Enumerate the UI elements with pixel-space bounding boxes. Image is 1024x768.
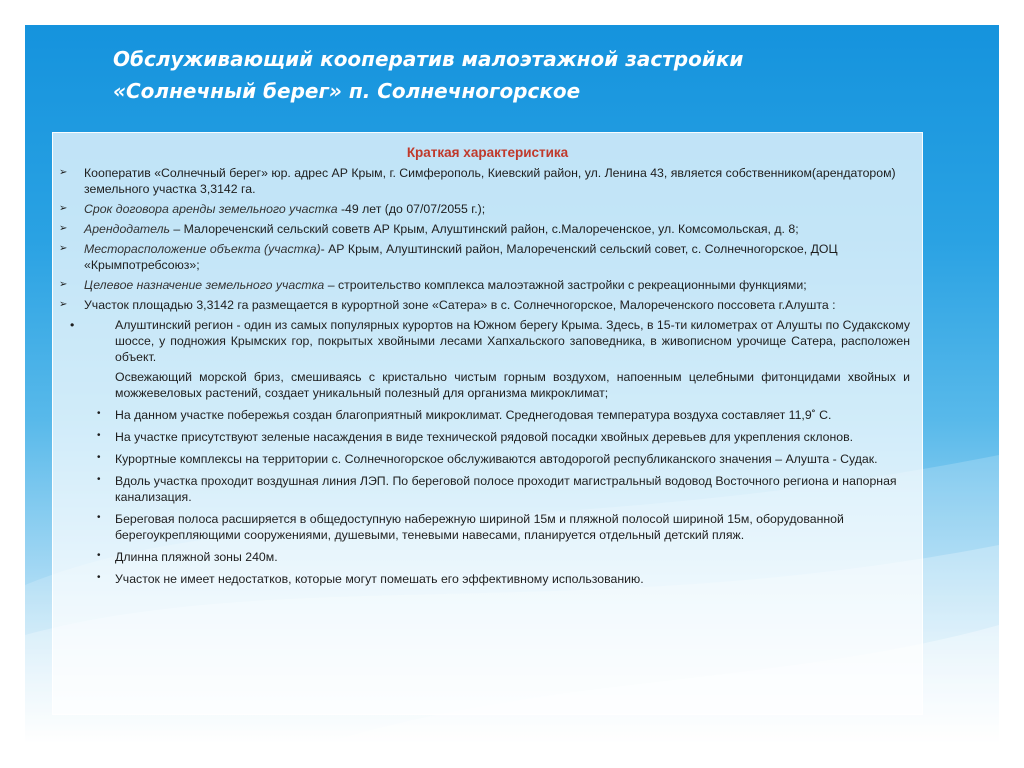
item-text: Кооператив «Солнечный берег» юр. адрес АР Крым, г. Симферополь, Киевский район, ул. Ленина 43, является собственником(арендатором) земельного участка 3,3142 га.: [84, 166, 896, 196]
arrow-bullet-icon: ➢: [59, 279, 68, 290]
panel-heading: Краткая характеристика: [406, 145, 569, 160]
bullet-text: Береговая полоса расширяется в общедоступную набережную шириной 15м и пляжной полосой шириной 15м, оборудованной берегоукрепляющими сооружениями, душевыми, теневыми навесами, планируется отдельный детский пляж.: [115, 512, 844, 542]
bullet-item: [53, 511, 922, 543]
bullet-item: [53, 451, 922, 467]
item-text: Участок площадью 3,3142 га размещается в курортной зоне «Сатера» в с. Солнечногорское, Малореченского поссовета г.Алушта :: [84, 298, 836, 312]
list-item: [53, 277, 922, 293]
title-line-1: Обслуживающий кооператив малоэтажной застройки: [113, 47, 744, 71]
bullet-item: [53, 473, 922, 505]
region-paragraph: [53, 317, 922, 365]
item-label: Целевое назначение земельного участка: [84, 278, 325, 292]
item-label: Срок договора аренды земельного участка: [84, 202, 338, 216]
bullet-text: Участок не имеет недостатков, которые могут помешать его эффективному использованию.: [115, 572, 644, 586]
bullet-dot-icon: •: [97, 550, 101, 561]
item-text: - АР Крым, Алуштинский район, Малореченский сельский совет, с. Солнечногорское, ДОЦ «Крымпотребсоюз»;: [84, 242, 838, 272]
bullet-dot-icon: •: [97, 512, 101, 523]
item-text: -49 лет (до 07/07/2055 г.);: [337, 202, 486, 216]
list-item: [53, 165, 922, 197]
list-item: [53, 241, 922, 273]
item-label: Месторасположение объекта (участка): [84, 242, 321, 256]
list-item: [53, 297, 922, 313]
bullet-text: На данном участке побережья создан благоприятный микроклимат. Среднегодовая температура воздуха составляет 11,9˚ С.: [115, 408, 832, 422]
bullet-text: Вдоль участка проходит воздушная линия ЛЭП. По береговой полосе проходит магистральный водовод Восточного региона и напорная канализация.: [115, 474, 897, 504]
bullet-item: [53, 429, 922, 445]
bullet-text: На участке присутствуют зеленые насаждения в виде технической рядовой посадки хвойных деревьев для укрепления склонов.: [115, 430, 854, 444]
item-text: – строительство комплекса малоэтажной застройки с рекреационными функциями;: [324, 278, 807, 292]
content-panel: [52, 132, 923, 715]
item-label: Арендодатель: [84, 222, 170, 236]
arrow-bullet-icon: ➢: [59, 223, 68, 234]
arrow-bullet-icon: ➢: [59, 299, 68, 310]
bullet-dot-icon: •: [97, 430, 101, 441]
bullet-text: Длинна пляжной зоны 240м.: [115, 550, 278, 564]
arrow-bullet-icon: ➢: [59, 167, 68, 178]
item-text: – Малореченский сельский советв АР Крым, Алуштинский район, с.Малореченское, ул. Комсомольская, д. 8;: [170, 222, 799, 236]
arrow-bullet-icon: ➢: [59, 243, 68, 254]
bullet-item: [53, 407, 922, 423]
bullet-dot-icon: •: [97, 408, 101, 419]
bullet-item: [53, 549, 922, 565]
breeze-paragraph: Освежающий морской бриз, смешиваясь с кристально чистым горным воздухом, напоенным целебными фитонцидами хвойных и можжевеловых растений, создает уникальный полезный для организма микроклимат;: [115, 370, 910, 400]
panel-content: [53, 165, 922, 587]
slide-title: [113, 43, 933, 107]
slide-background: [25, 25, 999, 743]
bullet-dot-icon: •: [97, 452, 101, 463]
bullet-dot-icon: •: [70, 318, 75, 332]
bullet-text: Курортные комплексы на территории с. Солнечногорское обслуживаются автодорогой республиканского значения – Алушта - Судак.: [115, 452, 878, 466]
bullet-item: [53, 571, 922, 587]
arrow-bullet-icon: ➢: [59, 203, 68, 214]
bullet-dot-icon: •: [97, 572, 101, 583]
title-line-2: «Солнечный берег» п. Солнечногорское: [113, 79, 581, 103]
region-text: Алуштинский регион - один из самых популярных курортов на Южном берегу Крыма. Здесь, в 15-ти километрах от Алушты по Судакскому шоссе, у подножия Крымских гор, покрытых хвойными лесами Хапхальского заповедника, в живописном урочище Сатера, расположен объект.: [115, 318, 910, 364]
bullet-dot-icon: •: [97, 474, 101, 485]
list-item: [53, 201, 922, 217]
list-item: [53, 221, 922, 237]
